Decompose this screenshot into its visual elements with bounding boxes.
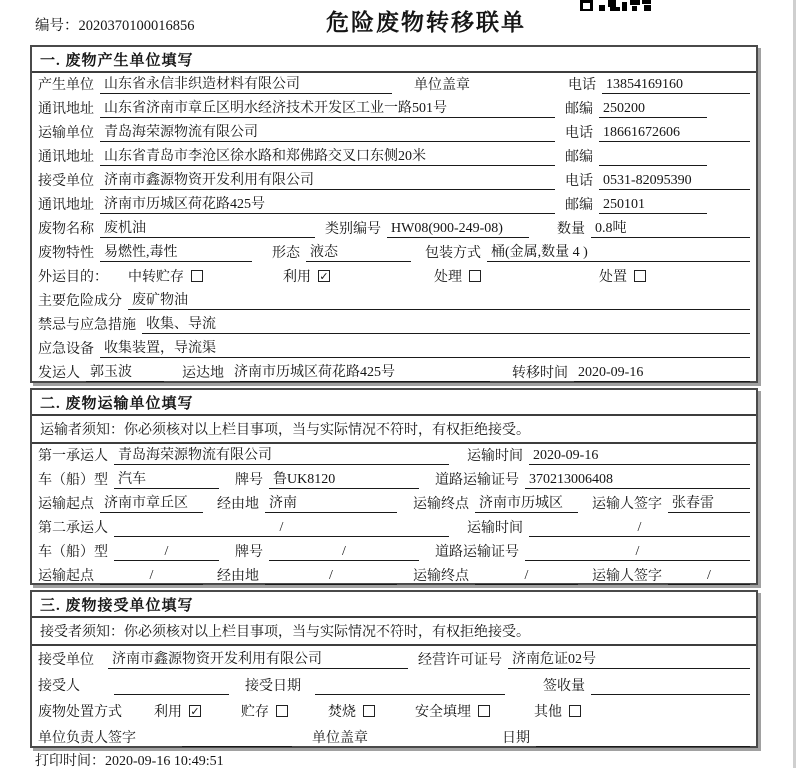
row-transporter-unit xyxy=(32,121,756,145)
producer-zip-label: 邮编 xyxy=(565,102,593,117)
transporter-unit-value: 青岛海荣源物流有限公司 xyxy=(100,121,555,142)
purpose-option-utilize-label: 利用 xyxy=(283,270,311,285)
disposal-option-utilize xyxy=(154,701,201,721)
carrier2-label: 第二承运人 xyxy=(38,521,108,536)
vehicle2-plate-value: / xyxy=(269,544,419,561)
responsible-sign-value xyxy=(182,730,292,747)
shipper-value: 郭玉波 xyxy=(86,361,164,382)
vehicle1-license-label: 道路运输证号 xyxy=(435,473,519,488)
transporter-phone-label: 电话 xyxy=(565,126,593,141)
receipt-qty-value xyxy=(591,678,750,695)
receiver-zip-label: 邮编 xyxy=(565,198,593,213)
receiver-unit-value: 济南市鑫源物资开发利用有限公司 xyxy=(100,169,555,190)
section-producer xyxy=(30,45,758,383)
receiver-address-value: 济南市历城区荷花路425号 xyxy=(100,193,555,214)
waste-props-label: 废物特性 xyxy=(38,246,94,261)
producer-address-label: 通讯地址 xyxy=(38,102,94,117)
carrier1-time-value: 2020-09-16 xyxy=(529,448,750,465)
hazard-value: 废矿物油 xyxy=(128,289,750,310)
section-receive-title: 三. 废物接受单位填写 xyxy=(32,592,756,618)
row-disposal xyxy=(32,698,756,724)
route1-via-value: 济南 xyxy=(265,492,397,513)
disposal-option-store-label: 贮存 xyxy=(241,705,269,720)
row-receive-person xyxy=(32,672,756,698)
row-equipment xyxy=(32,337,756,361)
route2-sign-value: / xyxy=(668,568,750,585)
receive-date2-label: 日期 xyxy=(502,731,530,746)
disposal-option-store xyxy=(241,701,288,721)
producer-zip-value: 250200 xyxy=(599,101,707,118)
waste-qty-value: 0.8吨 xyxy=(591,217,750,238)
disposal-landfill-checkbox xyxy=(478,705,490,717)
operate-license-value: 济南危证02号 xyxy=(508,648,750,669)
waste-form-value: 液态 xyxy=(306,241,411,262)
print-time-label: 打印时间： xyxy=(35,754,105,768)
route2-end-label: 运输终点 xyxy=(413,569,469,584)
route2-via-label: 经由地 xyxy=(217,569,259,584)
disposal-label: 废物处置方式 xyxy=(38,705,122,720)
producer-address-value: 山东省济南市章丘区明水经济技术开发区工业一路501号 xyxy=(100,97,555,118)
purpose-option-transfer-storage-label: 中转贮存 xyxy=(128,270,184,285)
vehicle2-plate-label: 牌号 xyxy=(235,545,263,560)
vehicle1-plate-label: 牌号 xyxy=(235,473,263,488)
producer-phone-label: 电话 xyxy=(568,78,596,93)
measures-value: 收集、导流 xyxy=(142,313,750,334)
receive-unit-label: 接受单位 xyxy=(38,653,94,668)
row-producer-unit xyxy=(32,73,756,97)
row-purpose xyxy=(32,265,756,289)
route1-start-value: 济南市章丘区 xyxy=(100,492,203,513)
print-time xyxy=(35,750,224,768)
vehicle1-plate-value: 鲁UK8120 xyxy=(269,468,419,489)
manifest-number-label: 编号： xyxy=(35,18,79,34)
section-receive xyxy=(30,590,758,748)
route1-via-label: 经由地 xyxy=(217,497,259,512)
waste-code-label: 类别编号 xyxy=(325,222,381,237)
route1-start-label: 运输起点 xyxy=(38,497,94,512)
print-time-value: 2020-09-16 10:49:51 xyxy=(105,754,224,768)
transporter-zip-label: 邮编 xyxy=(565,150,593,165)
vehicle2-type-value: / xyxy=(114,544,219,561)
row-signature xyxy=(32,724,756,750)
purpose-transfer-storage-checkbox xyxy=(191,270,203,282)
receive-notice: 接受者须知：你必须核对以上栏目事项，当与实际情况不符时，有权拒绝接受。 xyxy=(32,618,756,646)
row-measures xyxy=(32,313,756,337)
unit-seal-label: 单位盖章 xyxy=(414,78,470,93)
carrier1-label: 第一承运人 xyxy=(38,449,108,464)
receive-unit-value: 济南市鑫源物资开发利用有限公司 xyxy=(108,648,408,669)
receive-person-value xyxy=(114,678,229,695)
waste-pack-label: 包装方式 xyxy=(425,246,481,261)
measures-label: 禁忌与应急措施 xyxy=(38,318,136,333)
transfer-time-value: 2020-09-16 xyxy=(574,365,750,382)
purpose-option-utilize xyxy=(283,266,330,286)
waste-props-value: 易燃性,毒性 xyxy=(100,241,252,262)
purpose-option-dispose xyxy=(599,266,646,286)
row-route2 xyxy=(32,564,756,588)
producer-unit-label: 产生单位 xyxy=(38,78,94,93)
waste-qty-label: 数量 xyxy=(557,222,585,237)
receive-seal-label: 单位盖章 xyxy=(312,731,368,746)
carrier2-time-value: / xyxy=(529,520,750,537)
producer-phone-value: 13854169160 xyxy=(602,77,750,94)
vehicle2-type-label: 车（船）型 xyxy=(38,545,108,560)
row-vehicle2 xyxy=(32,540,756,564)
receiver-unit-label: 接受单位 xyxy=(38,174,94,189)
disposal-store-checkbox xyxy=(276,705,288,717)
equipment-value: 收集装置，导流渠 xyxy=(100,337,750,358)
transporter-address-value: 山东省青岛市李沧区徐水路和郑佛路交叉口东侧20米 xyxy=(100,145,555,166)
row-carrier2 xyxy=(32,516,756,540)
route1-sign-value: 张春雷 xyxy=(668,492,750,513)
disposal-option-utilize-label: 利用 xyxy=(154,705,182,720)
carrier2-value: / xyxy=(114,520,449,537)
vehicle2-license-value: / xyxy=(525,544,750,561)
row-receiver-unit xyxy=(32,169,756,193)
row-receiver-address xyxy=(32,193,756,217)
destination-label: 运达地 xyxy=(182,366,224,381)
vehicle1-type-value: 汽车 xyxy=(114,468,219,489)
route2-start-value: / xyxy=(100,568,203,585)
equipment-label: 应急设备 xyxy=(38,342,94,357)
receive-person-label: 接受人 xyxy=(38,679,80,694)
row-receive-unit xyxy=(32,646,756,672)
disposal-option-landfill xyxy=(415,701,490,721)
receipt-qty-label: 签收量 xyxy=(543,679,585,694)
hazard-label: 主要危险成分 xyxy=(38,294,122,309)
disposal-option-incinerate-label: 焚烧 xyxy=(328,705,356,720)
shipper-label: 发运人 xyxy=(38,366,80,381)
section-transport xyxy=(30,388,758,585)
row-waste-props xyxy=(32,241,756,265)
route1-end-value: 济南市历城区 xyxy=(475,492,578,513)
transporter-phone-value: 18661672606 xyxy=(599,125,750,142)
disposal-option-other xyxy=(534,701,581,721)
transfer-time-label: 转移时间 xyxy=(512,366,568,381)
disposal-option-incinerate xyxy=(328,701,375,721)
route2-via-value: / xyxy=(265,568,397,585)
route2-sign-label: 运输人签字 xyxy=(592,569,662,584)
route1-end-label: 运输终点 xyxy=(413,497,469,512)
row-route1 xyxy=(32,492,756,516)
transporter-address-label: 通讯地址 xyxy=(38,150,94,165)
row-shipper xyxy=(32,361,756,385)
purpose-option-treat xyxy=(434,266,481,286)
purpose-treat-checkbox xyxy=(469,270,481,282)
receive-date-label: 接受日期 xyxy=(245,679,301,694)
carrier2-time-label: 运输时间 xyxy=(467,521,523,536)
disposal-incinerate-checkbox xyxy=(363,705,375,717)
disposal-option-landfill-label: 安全填埋 xyxy=(415,705,471,720)
receiver-phone-label: 电话 xyxy=(565,174,593,189)
purpose-option-transfer-storage xyxy=(128,266,203,286)
row-waste-name xyxy=(32,217,756,241)
receiver-phone-value: 0531-82095390 xyxy=(599,173,750,190)
row-hazard xyxy=(32,289,756,313)
waste-name-label: 废物名称 xyxy=(38,222,94,237)
receiver-zip-value: 250101 xyxy=(599,197,707,214)
producer-unit-value: 山东省永信非织造材料有限公司 xyxy=(100,73,392,94)
vehicle1-type-label: 车（船）型 xyxy=(38,473,108,488)
responsible-sign-label: 单位负责人签字 xyxy=(38,731,136,746)
route1-sign-label: 运输人签字 xyxy=(592,497,662,512)
qr-code-partial-icon xyxy=(580,0,652,12)
purpose-option-treat-label: 处理 xyxy=(434,270,462,285)
row-producer-address xyxy=(32,97,756,121)
vehicle1-license-value: 370213006408 xyxy=(525,472,750,489)
section-transport-title: 二. 废物运输单位填写 xyxy=(32,390,756,416)
waste-code-value: HW08(900-249-08) xyxy=(387,221,529,238)
route2-end-value: / xyxy=(475,568,578,585)
receiver-address-label: 通讯地址 xyxy=(38,198,94,213)
operate-license-label: 经营许可证号 xyxy=(418,653,502,668)
purpose-option-dispose-label: 处置 xyxy=(599,270,627,285)
carrier1-time-label: 运输时间 xyxy=(467,449,523,464)
manifest-number-value: 2020370100016856 xyxy=(78,18,195,34)
receive-date-value xyxy=(315,678,505,695)
waste-form-label: 形态 xyxy=(272,246,300,261)
purpose-dispose-checkbox xyxy=(634,270,646,282)
waste-name-value: 废机油 xyxy=(100,217,315,238)
transport-notice: 运输者须知：你必须核对以上栏目事项，当与实际情况不符时，有权拒绝接受。 xyxy=(32,416,756,444)
row-carrier1 xyxy=(32,444,756,468)
row-vehicle1 xyxy=(32,468,756,492)
route2-start-label: 运输起点 xyxy=(38,569,94,584)
transporter-unit-label: 运输单位 xyxy=(38,126,94,141)
section-producer-title: 一. 废物产生单位填写 xyxy=(32,47,756,73)
purpose-utilize-checkbox: ✓ xyxy=(319,270,329,283)
row-transporter-address xyxy=(32,145,756,169)
disposal-utilize-checkbox: ✓ xyxy=(190,705,200,718)
transporter-zip-value xyxy=(599,149,707,166)
purpose-label: 外运目的： xyxy=(38,270,108,285)
disposal-option-other-label: 其他 xyxy=(534,705,562,720)
waste-pack-value: 桶(金属,数量 4 ) xyxy=(487,241,750,262)
page-title: 危险废物转移联单 xyxy=(326,10,526,35)
receive-date2-value xyxy=(536,730,750,747)
disposal-other-checkbox xyxy=(569,705,581,717)
carrier1-value: 青岛海荣源物流有限公司 xyxy=(114,444,449,465)
vehicle2-license-label: 道路运输证号 xyxy=(435,545,519,560)
destination-value: 济南市历城区荷花路425号 xyxy=(230,361,490,382)
